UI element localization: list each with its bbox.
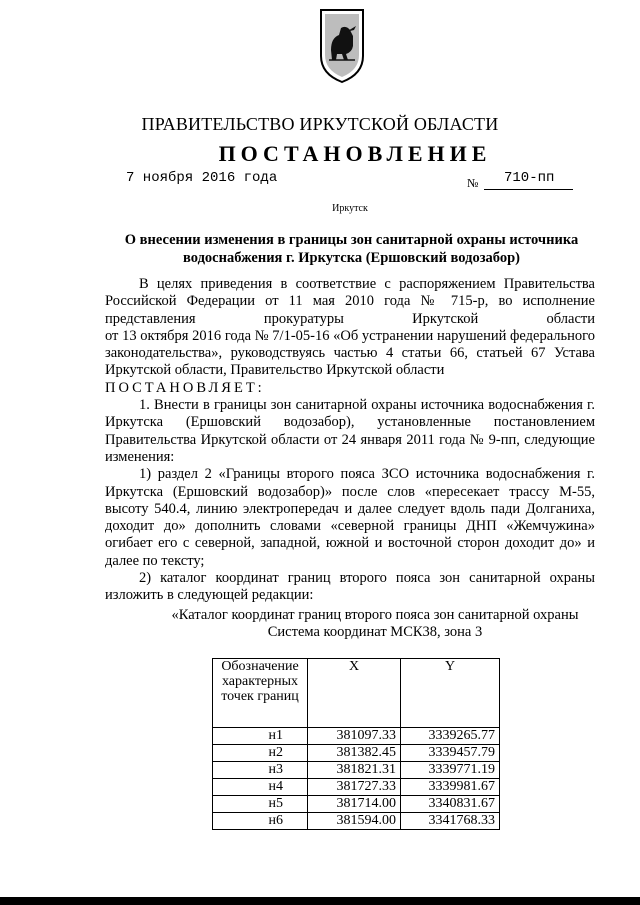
table-row: [213, 762, 500, 779]
decree-number: 710-пп: [504, 170, 555, 186]
y-value: 3339981.67: [401, 779, 500, 796]
catalog-title: «Каталог координат границ второго пояса зон санитарной охраны: [171, 607, 579, 623]
point-name: н4: [213, 779, 308, 796]
table-row: [213, 779, 500, 796]
paragraph-preamble: В целях приведения в соответствие с распоряжением Правительства Российской Федерации от 11 мая 2010 года № 715-р, во исполнение представления прокуратуры Иркутской области: [105, 276, 595, 327]
x-value: 381727.33: [308, 779, 401, 796]
table-row: [213, 745, 500, 762]
point-name: н3: [213, 762, 308, 779]
catalog-heading: [105, 607, 640, 641]
header-x: X: [308, 659, 401, 728]
point-name: н2: [213, 745, 308, 762]
decree-date: 7 ноября 2016 года: [126, 170, 278, 186]
city-name: Иркутск: [332, 203, 368, 214]
point-name: н5: [213, 796, 308, 813]
x-value: 381594.00: [308, 813, 401, 830]
decree-body: [105, 276, 595, 605]
number-sign: №: [467, 176, 479, 190]
table-row: [213, 728, 500, 745]
y-value: 3341768.33: [401, 813, 500, 830]
table-row: [213, 813, 500, 830]
paragraph-subitem-2: 2) каталог координат границ второго пояса зон санитарной охраны изложить в следующей редакции:: [105, 570, 595, 604]
point-name: н1: [213, 728, 308, 745]
table-row: [213, 796, 500, 813]
document-type-title: ПОСТАНОВЛЕНИЕ: [218, 141, 492, 166]
government-title: ПРАВИТЕЛЬСТВО ИРКУТСКОЙ ОБЛАСТИ: [141, 114, 499, 134]
table-header-row: [213, 659, 500, 728]
x-value: 381714.00: [308, 796, 401, 813]
header-point-designation: Обозначение характерных точек границ: [213, 659, 308, 728]
x-value: 381382.45: [308, 745, 401, 762]
paragraph-preamble-cont: от 13 октября 2016 года № 7/1-05-16 «Об устранении нарушений федерального законодательства», руководствуясь частью 4 статьи 66, статьей 67 Устава Иркутской области, Правительство Иркутской области: [105, 327, 595, 379]
paragraph-item-1: 1. Внести в границы зон санитарной охраны источника водоснабжения г. Иркутска (Ершовский водозабор), установленные постановлением Правительства Иркутской области от 24 января 2011 года № 9-пп, следующие изменения:: [105, 397, 595, 465]
y-value: 3340831.67: [401, 796, 500, 813]
number-underline: [484, 189, 573, 190]
header-y: Y: [401, 659, 500, 728]
paragraph-subitem-1: 1) раздел 2 «Границы второго пояса ЗСО источника водоснабжения г. Иркутска (Ершовский водозабор)» после слов «пересекает трассу М-55, высоту 540.4, линию электропередач и далее следует вдоль пади Долганиха, доходит до» дополнить словами «северной границы ДНП «Жемчужина» огибает его с северной, западной, южной и восточной сторон доходит до» и далее по тексту;: [105, 466, 595, 569]
decree-subject: О внесении изменения в границы зон санитарной охраны источника водоснабжения г. Иркутска (Ершовский водозабор): [124, 232, 579, 266]
coat-of-arms-icon: [319, 8, 365, 84]
x-value: 381821.31: [308, 762, 401, 779]
coordinate-system: Система координат МСК38, зона 3: [267, 624, 483, 640]
x-value: 381097.33: [308, 728, 401, 745]
y-value: 3339771.19: [401, 762, 500, 779]
scan-edge-bar: [0, 897, 640, 905]
coordinates-table: [212, 658, 500, 830]
y-value: 3339265.77: [401, 728, 500, 745]
y-value: 3339457.79: [401, 745, 500, 762]
point-name: н6: [213, 813, 308, 830]
resolves-heading: ПОСТАНОВЛЯЕТ:: [105, 379, 265, 396]
